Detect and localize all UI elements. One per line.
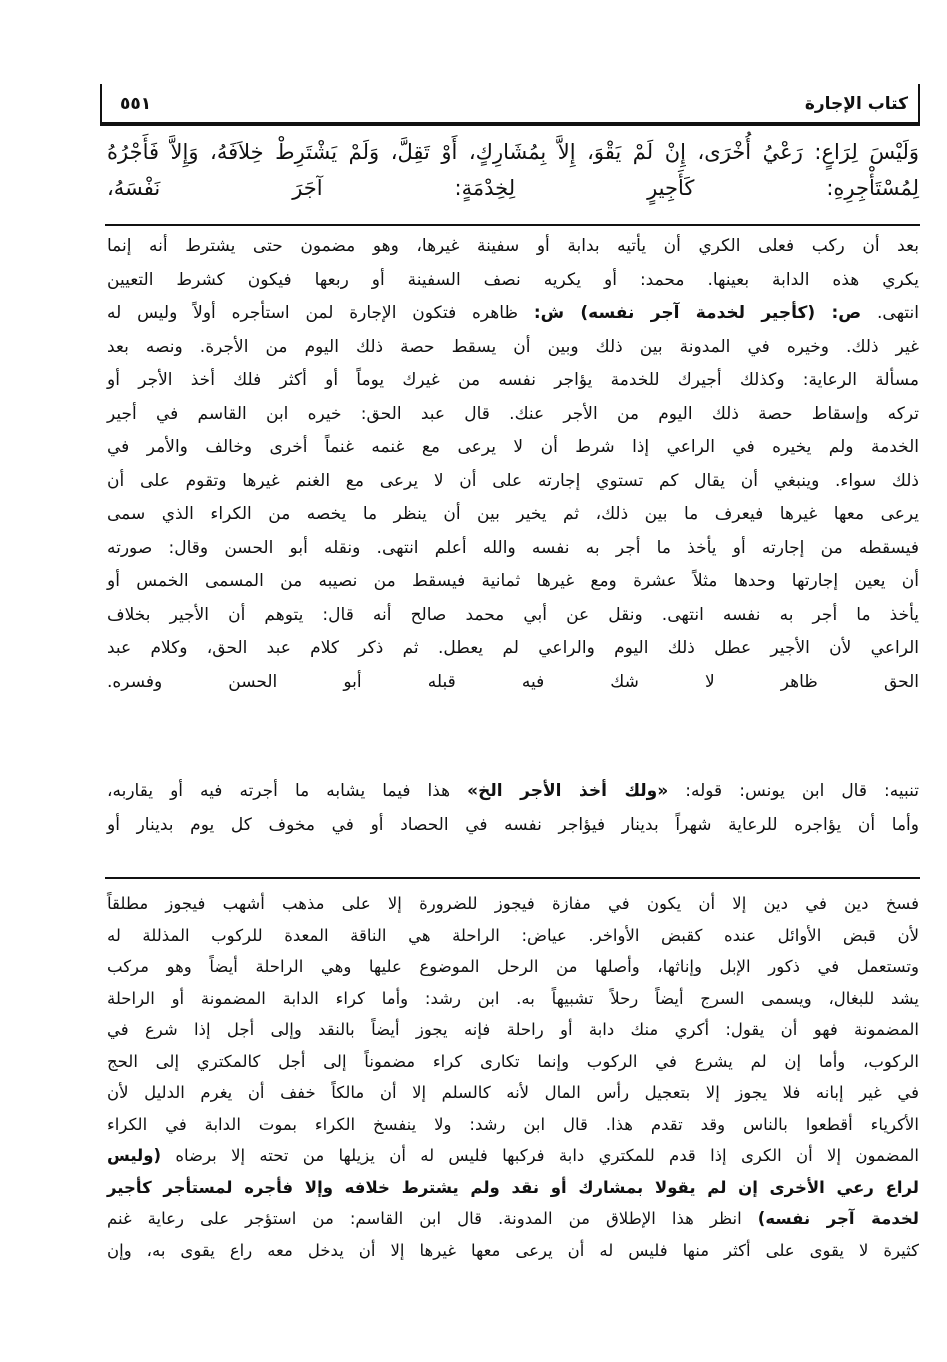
bold-text-segment: ص: (كأجير لخدمة آجر نفسه) ش: bbox=[533, 303, 862, 323]
footnote-line bbox=[107, 1172, 919, 1204]
text-segment: انظر هذا الإطلاق من المدونة. قال ابن القاسم: من استؤجر على رعاية غنم bbox=[107, 1209, 758, 1228]
text-segment: الركوب، وأما إن لم يشرع في الركوب وإنما تكارى كراء مضموناً إلى أجل كالمكتري إلى الحج bbox=[107, 1051, 919, 1071]
bold-text-segment: لراع رعي الأخرى إن لم يقولا بمشارك أو نقد ولم يشترط خلافه وإلا فأجره لمستأجر كأجير bbox=[107, 1177, 919, 1197]
text-segment: مسألة الرعاية: وكذلك أجيرك للخدمة يؤاجر نفسه من غيرك يوماً أو أكثر فلك أخذ الأجر أو bbox=[107, 370, 919, 390]
bold-text-segment: «ولك أخذ الأجر الخ» bbox=[467, 781, 669, 801]
footnote-line bbox=[107, 920, 919, 952]
commentary-line bbox=[107, 565, 919, 599]
bold-text-segment: (وليس bbox=[107, 1146, 162, 1165]
text-segment: المضمونة فهو أن يقول: أكري منك دابة أو راحلة فإنه يجوز أيضاً بالنقد وإلى أجل إذا شرع في bbox=[107, 1020, 919, 1039]
commentary-line bbox=[107, 666, 919, 700]
footnote-line bbox=[107, 1077, 919, 1109]
text-segment: يأخذ ما أجر به نفسه انتهى. ونقل عن أبي محمد صالح أنه قال: يتوهم أن الأجير بخلاف bbox=[107, 604, 919, 625]
footnote-line bbox=[107, 1046, 919, 1078]
running-header bbox=[100, 84, 920, 126]
text-segment: أن يعين إجارتها وحدها مثلاً عشرة ومع غيرها ثمانية فيسقط من نصيبه من المسمى الخمس أو bbox=[107, 571, 919, 591]
tanbih-line bbox=[107, 809, 919, 843]
commentary-line bbox=[107, 364, 919, 398]
text-segment: انتهى. bbox=[861, 303, 919, 323]
footnote-line bbox=[107, 1235, 919, 1267]
text-segment: وَلَيْسَ لِرَاعٍ: رَعْيُ أُخْرَى، إِنْ لَمْ يَقْوَ، إِلاَّ بِمُشَارِكٍ، أَوْ تَقِلَّ، وَلَمْ يَشْتَرِطْ خِلاَفَهُ، وَإِلاَّ فَأَجْرُهُ bbox=[107, 140, 919, 164]
commentary-line bbox=[107, 230, 919, 264]
bold-text-segment: لخدمة آجر نفسه) bbox=[757, 1209, 919, 1228]
text-segment: في غير إبانه فلا يجوز إلا بتعجيل رأس المال لأنه كالسلم إلا أن مالكاً خفف أن يغرم الدليل لأن bbox=[107, 1083, 919, 1102]
commentary-line bbox=[107, 632, 919, 666]
tanbih-line bbox=[107, 775, 919, 809]
footnote-line bbox=[107, 951, 919, 983]
footnote-line bbox=[107, 1109, 919, 1141]
commentary-line bbox=[107, 264, 919, 298]
footnote-line bbox=[107, 1203, 919, 1235]
commentary-line bbox=[107, 498, 919, 532]
text-segment: الأكرياء أقطعوا بالناس وقد تقدم هذا. قال ابن رشد: ولا ينفسخ الكراء بموت الدابة في الكراء bbox=[107, 1114, 919, 1134]
chapter-title: كتاب الإجارة bbox=[804, 94, 908, 114]
text-segment: هذا فيما يشابه ما أجرته فيه أو يقاربه، bbox=[107, 781, 468, 801]
matn-divider bbox=[105, 224, 920, 226]
text-segment: المضمون إلا أن الكرى إذا قدم للمكتري دابة فركبها فليس له أن يزيلها من تحته إلا برضاه bbox=[161, 1146, 919, 1165]
footnote-line bbox=[107, 1140, 919, 1172]
tanbih-paragraph bbox=[107, 775, 919, 842]
text-segment: الخدمة ولم يخيره في الراعي إذا شرط أن لا يرعى مع غنمه غنماً أخرى وخالف والأمر في bbox=[107, 437, 919, 457]
text-segment: ذلك سواء. وينبغي أن يقال كم تستوي إجارته على أن لا يرعى مع الغنم غيرها وتقوم على أن bbox=[107, 470, 919, 491]
commentary-line bbox=[107, 532, 919, 566]
text-segment: غير ذلك. وخيره في المدونة بين ذلك وبين أن يسقط حصة ذلك اليوم من الأجرة. ونصه بعد bbox=[107, 336, 919, 357]
text-segment: وأما أن يؤاجره للرعاية شهراً بدينار فيؤاجر نفسه في الحصاد أو في مخوف كل يوم بدينار أو bbox=[107, 814, 919, 835]
footnote-divider bbox=[105, 877, 920, 879]
text-segment: وتستعمل في ذكور الإبل وإناثها، وأصلها من الرحل الموضوع عليها وهي الراحلة أيضاً وهو مركب bbox=[107, 957, 919, 976]
text-segment: بعد أن ركب فعلى الكري أن يأتيه بدابة أو سفينة غيرها، وهو مضمون حتى يشترط أنه إنما bbox=[107, 236, 919, 256]
matn-line bbox=[107, 170, 919, 206]
footnote-line bbox=[107, 888, 919, 920]
text-segment: فيسقطه من إجارته أو يأخذ ما أجر به نفسه والله أعلم انتهى. ونقله أبو الحسن وقال: صورته bbox=[107, 537, 919, 558]
commentary-line bbox=[107, 331, 919, 365]
page-number: ٥٥١ bbox=[120, 94, 152, 114]
commentary-line bbox=[107, 398, 919, 432]
text-segment: فسخ دين في دين إلا أن يكون في مفازة فيجوز للضرورة إلا على مذهب أشهب فيجوز مطلقاً bbox=[107, 894, 919, 913]
text-segment: يكري هذه الدابة بعينها. محمد: أو يكريه نصف السفينة أو ربعها فيكون كشرط التعيين bbox=[107, 269, 919, 290]
commentary-line bbox=[107, 297, 919, 331]
matn-line bbox=[107, 134, 919, 170]
commentary-line bbox=[107, 465, 919, 499]
matn-text bbox=[107, 134, 919, 206]
commentary-line bbox=[107, 599, 919, 633]
text-segment: يشد للبغال، ويسمى السرج أيضاً رحلاً تشبيهاً به. ابن رشد: وأما كراء الدابة المضمونة أو الراحلة bbox=[107, 988, 919, 1008]
text-segment: لأن قبض الأوائل عنده كقبض الأواخر. عياض: الراحلة هي الناقة المعدة للركوب المذللة له bbox=[107, 925, 919, 945]
footnote-line bbox=[107, 1014, 919, 1046]
footnote-text bbox=[107, 888, 919, 1266]
text-segment: لِمُسْتَأْجِرِهِ: كَأَجِيرٍ لِخِدْمَةٍ: آجَرَ نَفْسَهُ، bbox=[107, 176, 919, 200]
text-segment: تنبيه: قال ابن يونس: قوله: bbox=[668, 781, 919, 801]
text-segment: الراعي لأن الأجير عطل ذلك اليوم والراعي لم يعطل. ثم ذكر كلام عبد الحق، وكلام عبد bbox=[107, 638, 919, 658]
commentary-text bbox=[107, 230, 919, 699]
text-segment: الحق ظاهر لا شك فيه قبله أبو الحسن وفسره. bbox=[107, 671, 919, 692]
text-segment: تركه وإسقاط حصة ذلك اليوم من الأجر عنك. قال عبد الحق: خيره ابن القاسم في أجير bbox=[107, 403, 919, 424]
text-segment: كثيرة لا يقوى على أكثر منها فليس له أن يرعى معها غيرها إلا أن يدخل معه راع يقوى به، وإن bbox=[107, 1240, 919, 1260]
footnote-line bbox=[107, 983, 919, 1015]
text-segment: ظاهره فتكون الإجارة لمن استأجره أولاً وليس له bbox=[107, 303, 534, 323]
text-segment: يرعى معها غيرها فيعرف ما بين ذلك، ثم يخير بين أن ينظر ما يخصه من الكراء الذي سمى bbox=[107, 504, 919, 524]
commentary-line bbox=[107, 431, 919, 465]
